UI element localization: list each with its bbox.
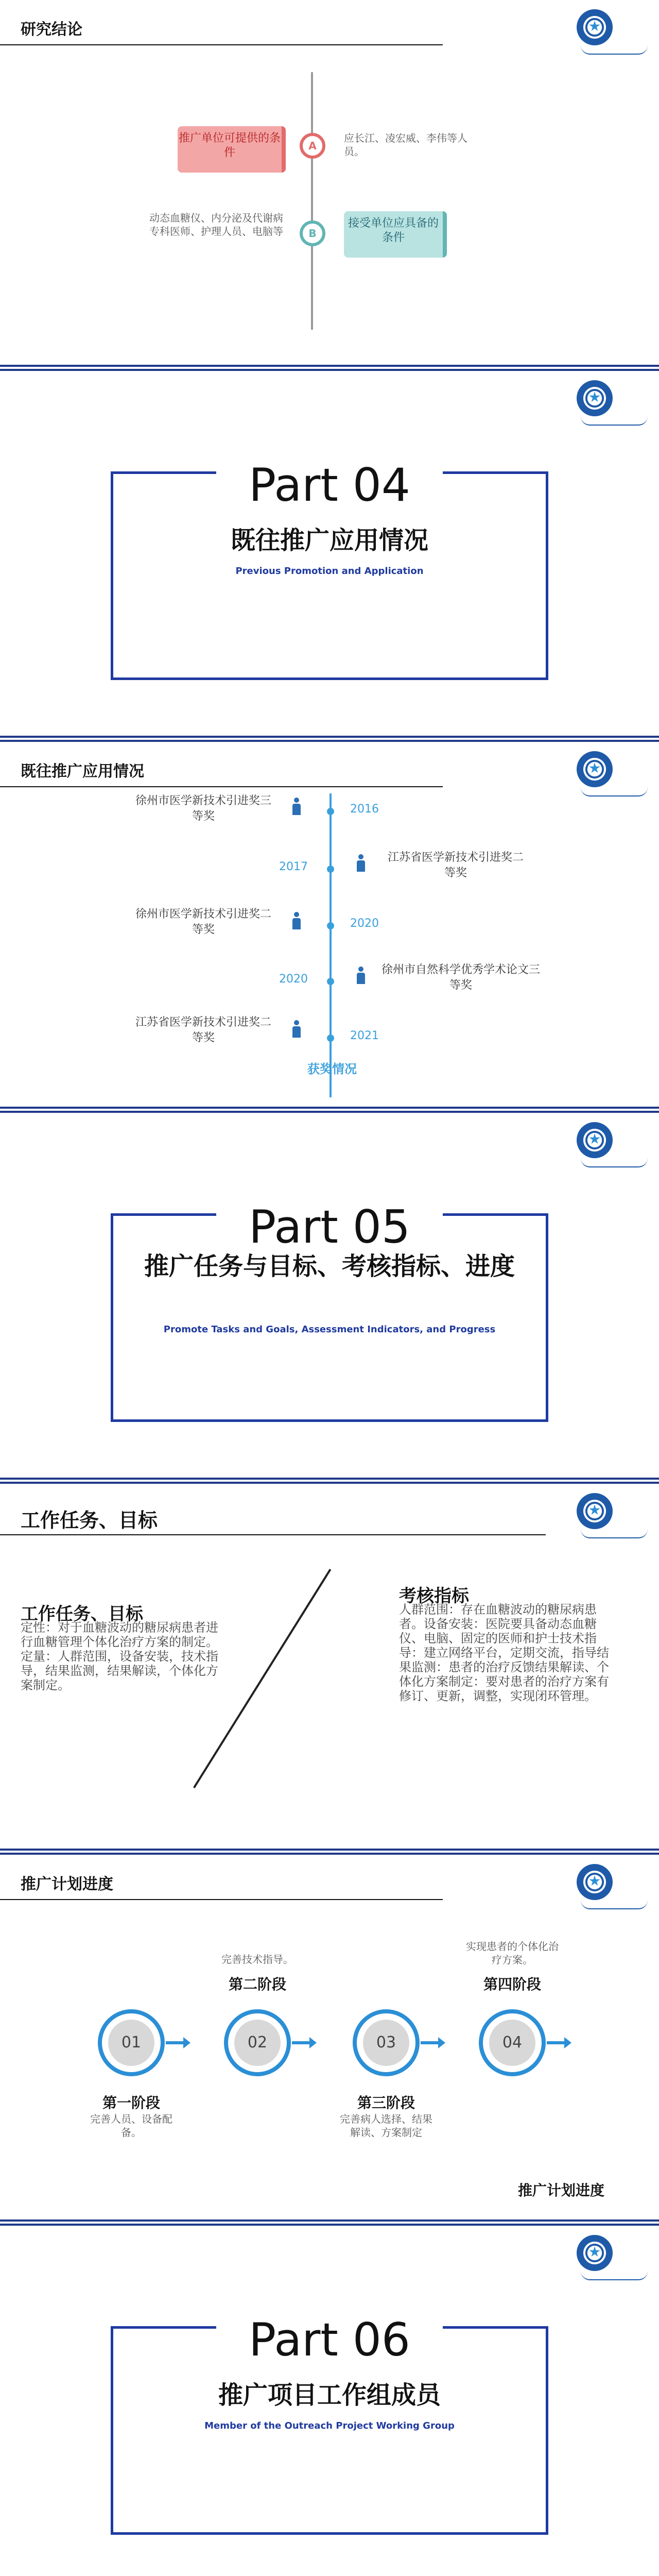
award-item: 徐州市医学新技术引进奖三等奖 xyxy=(135,794,271,823)
step-desc: 完善病人选择、结果解读、方案制定 xyxy=(340,2113,432,2139)
university-seal-icon xyxy=(577,1122,613,1158)
step-desc: 实现患者的个体化治疗方案。 xyxy=(466,1940,559,1966)
award-year: 2020 xyxy=(350,917,379,930)
left-heading: 工作任务、目标 xyxy=(21,1604,143,1624)
person-icon xyxy=(355,967,367,984)
title-underline xyxy=(0,786,443,787)
slide-title: 工作任务、目标 xyxy=(21,1509,158,1532)
award-item: 江苏省医学新技术引进奖二等奖 xyxy=(387,851,524,879)
step-label: 第三阶段 xyxy=(357,2094,415,2111)
badge-a xyxy=(300,133,325,159)
slide-part-06 xyxy=(0,2226,659,2576)
step-number: 02 xyxy=(234,2020,281,2066)
slide-awards-timeline xyxy=(0,742,659,1113)
step-circle-04 xyxy=(479,2009,546,2076)
part-title: 推广项目工作组成员 xyxy=(218,2381,441,2410)
timeline-dot xyxy=(327,866,334,873)
condition-b-note: 动态血糖仪、内分泌及代谢病专科医师、护理人员、电脑等 xyxy=(149,212,283,238)
part-title: 推广任务与目标、考核指标、进度 xyxy=(144,1252,515,1281)
university-logo xyxy=(577,1864,649,1900)
award-item: 江苏省医学新技术引进奖二等奖 xyxy=(135,1016,271,1044)
plan-footer: 推广计划进度 xyxy=(517,2182,604,2199)
university-logo xyxy=(577,1122,649,1158)
slide-separator xyxy=(0,2219,659,2226)
slide-part-05 xyxy=(0,1113,659,1484)
slide-separator xyxy=(0,1849,659,1855)
university-logo xyxy=(577,2235,649,2271)
award-year: 2021 xyxy=(350,1029,379,1042)
step-number: 01 xyxy=(108,2020,154,2066)
university-logo xyxy=(577,9,649,45)
university-seal-icon xyxy=(577,2235,613,2271)
condition-b-label: 接受单位应具备的条件 xyxy=(348,217,439,244)
left-body: 定性：对于血糖波动的糖尿病患者进行血糖管理个体化治疗方案的制定。定量：人群范围，设备安装，技术指导，结果监测，结果解读，个体化方案制定。 xyxy=(21,1620,218,1692)
badge-a-label: A xyxy=(308,140,317,152)
timeline-dot xyxy=(327,1035,334,1042)
university-logo xyxy=(577,1493,649,1529)
slide-separator xyxy=(0,1478,659,1484)
part-number: Part 06 xyxy=(249,2313,410,2366)
slide-separator xyxy=(0,1107,659,1113)
arrow-right-icon xyxy=(166,2041,186,2044)
award-item: 徐州市自然科学优秀学术论文三等奖 xyxy=(381,963,540,992)
title-underline xyxy=(0,1899,443,1900)
badge-b xyxy=(300,221,325,246)
slide-conclusion xyxy=(0,0,659,371)
slide-title: 推广计划进度 xyxy=(21,1875,113,1893)
step-circle-01 xyxy=(98,2009,165,2076)
step-label: 第一阶段 xyxy=(102,2094,160,2111)
university-seal-icon xyxy=(577,380,613,416)
part-number: Part 04 xyxy=(249,459,410,512)
step-label: 第二阶段 xyxy=(228,1976,286,1993)
award-year: 2016 xyxy=(350,803,379,816)
person-icon xyxy=(291,1020,302,1038)
timeline-dot xyxy=(327,978,334,985)
step-number: 04 xyxy=(489,2020,535,2066)
slide-title: 研究结论 xyxy=(21,21,82,39)
step-desc: 完善人员、设备配备。 xyxy=(90,2113,172,2139)
step-label: 第四阶段 xyxy=(483,1976,541,1993)
right-body: 人群范围：存在血糖波动的糖尿病患者。设备安装：医院要具备动态血糖仪、电脑、固定的医师和护士技术指导：建立网络平台，定期交流，指导结果监测：患者的治疗反馈结果解读、个体化方案制定：要对患者的治疗方案有修订、更新，调整，实现闭环管理。 xyxy=(399,1602,609,1703)
part-title: 既往推广应用情况 xyxy=(230,526,428,555)
university-logo xyxy=(577,380,649,416)
university-seal-icon xyxy=(577,1864,613,1900)
step-circle-03 xyxy=(353,2009,420,2076)
part-subtitle: Promote Tasks and Goals, Assessment Indicators, and Progress xyxy=(163,1324,496,1335)
part-subtitle: Member of the Outreach Project Working Group xyxy=(204,2420,455,2431)
person-icon xyxy=(355,854,367,872)
award-year: 2017 xyxy=(279,860,308,873)
arrow-right-icon xyxy=(547,2041,567,2044)
arrow-right-icon xyxy=(421,2041,441,2044)
title-underline xyxy=(0,44,443,45)
step-circle-02 xyxy=(224,2009,291,2076)
university-logo xyxy=(577,751,649,787)
slide-separator xyxy=(0,736,659,742)
slide-tasks-goals xyxy=(0,1484,659,1855)
condition-b-tag xyxy=(344,211,447,258)
center-divider xyxy=(311,72,313,330)
badge-b-label: B xyxy=(308,227,317,240)
university-seal-icon xyxy=(577,1493,613,1529)
slide-part-04 xyxy=(0,371,659,742)
award-year: 2020 xyxy=(279,973,308,986)
right-heading: 考核指标 xyxy=(399,1586,469,1606)
university-seal-icon xyxy=(577,9,613,45)
timeline-axis xyxy=(330,793,332,1097)
condition-a-tag xyxy=(178,126,286,173)
timeline-dot xyxy=(327,922,334,929)
step-desc: 完善技术指导。 xyxy=(221,1953,293,1965)
part-subtitle: Previous Promotion and Application xyxy=(235,566,424,577)
timeline-dot xyxy=(327,808,334,815)
condition-a-label: 推广单位可提供的条件 xyxy=(178,132,281,159)
slide-title: 既往推广应用情况 xyxy=(21,762,144,781)
part-number: Part 05 xyxy=(249,1200,410,1253)
timeline-caption: 获奖情况 xyxy=(307,1062,357,1076)
award-item: 徐州市医学新技术引进奖二等奖 xyxy=(135,908,271,936)
slide-plan-progress xyxy=(0,1855,659,2226)
arrow-right-icon xyxy=(292,2041,313,2044)
step-number: 03 xyxy=(363,2020,409,2066)
person-icon xyxy=(291,798,302,815)
slide-separator xyxy=(0,365,659,371)
person-icon xyxy=(291,912,302,929)
condition-a-note: 应长江、凌宏威、李伟等人员。 xyxy=(344,132,467,158)
title-underline xyxy=(0,1534,546,1535)
university-seal-icon xyxy=(577,751,613,787)
